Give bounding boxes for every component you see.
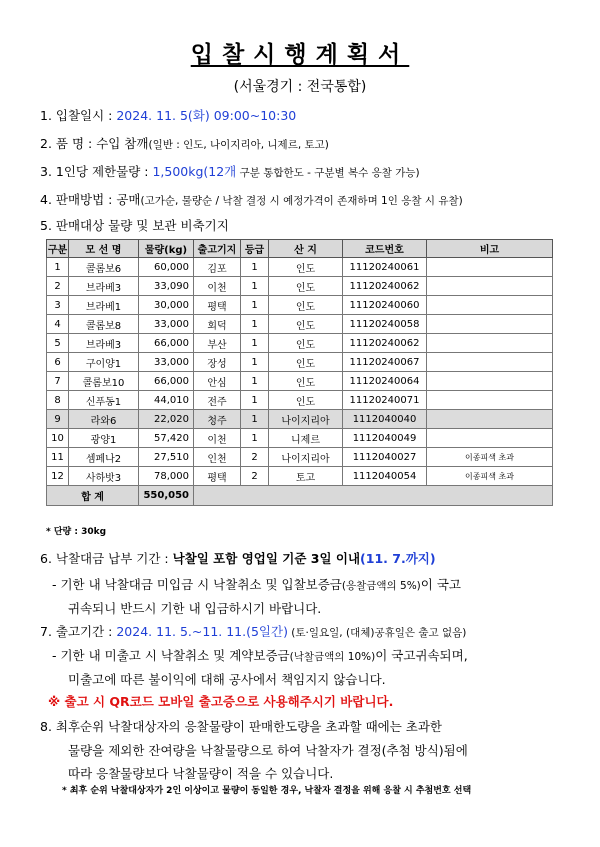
bid-datetime-line: 1. 입찰일시 : 2024. 11. 5(화) 09:00~10:30 bbox=[40, 108, 297, 123]
origin: 인도 bbox=[269, 372, 343, 391]
grade: 1 bbox=[241, 315, 269, 334]
memo bbox=[427, 296, 553, 315]
grade: 1 bbox=[241, 429, 269, 448]
row-no: 10 bbox=[47, 429, 69, 448]
total-quantity: 550,050 bbox=[139, 486, 194, 506]
payment-note-line-1: - 기한 내 낙찰대금 미입금 시 낙찰취소 및 입찰보증금(응찰금액의 5%)이 국고 bbox=[52, 577, 461, 592]
code-number: 1112040027 bbox=[343, 448, 427, 467]
memo bbox=[427, 258, 553, 277]
origin: 인도 bbox=[269, 391, 343, 410]
origin: 인도 bbox=[269, 334, 343, 353]
release-base: 이천 bbox=[194, 429, 241, 448]
release-base: 장성 bbox=[194, 353, 241, 372]
unit-note: * 단량 : 30kg bbox=[46, 527, 107, 537]
row-no: 11 bbox=[47, 448, 69, 467]
header-base: 출고기지 bbox=[194, 240, 241, 258]
quantity: 33,000 bbox=[139, 353, 194, 372]
quantity: 78,000 bbox=[139, 467, 194, 486]
header-quantity: 물량(kg) bbox=[139, 240, 194, 258]
release-base: 인천 bbox=[194, 448, 241, 467]
quantity: 66,000 bbox=[139, 334, 194, 353]
ship-name: 콜롬보6 bbox=[69, 258, 139, 277]
ship-name: 라와6 bbox=[69, 410, 139, 429]
grade: 2 bbox=[241, 448, 269, 467]
row-no: 12 bbox=[47, 467, 69, 486]
ship-name: 브라베3 bbox=[69, 277, 139, 296]
release-base: 부산 bbox=[194, 334, 241, 353]
row-no: 6 bbox=[47, 353, 69, 372]
code-number: 11120240058 bbox=[343, 315, 427, 334]
code-number: 1112040040 bbox=[343, 410, 427, 429]
grade: 1 bbox=[241, 372, 269, 391]
sale-method-line: 4. 판매방법 : 공매(고가순, 물량순 / 낙찰 결정 시 예정가격이 존재하며 1인 응찰 시 유찰) bbox=[40, 192, 463, 207]
quantity: 66,000 bbox=[139, 372, 194, 391]
table-row bbox=[47, 315, 553, 334]
memo bbox=[427, 315, 553, 334]
document-subtitle: (서울경기 : 전국통합) bbox=[233, 79, 367, 95]
limit-quantity-line: 3. 1인당 제한물량 : 1,500kg(12개 구분 통합한도 - 구분별 복수 응찰 가능) bbox=[40, 164, 420, 179]
origin: 인도 bbox=[269, 296, 343, 315]
winner-rule-line-2: 물량을 제외한 잔여량을 낙찰물량으로 하여 낙찰자가 결정(추첨 방식)됨에 bbox=[68, 743, 468, 758]
quantity: 60,000 bbox=[139, 258, 194, 277]
origin: 니제르 bbox=[269, 429, 343, 448]
row-no: 1 bbox=[47, 258, 69, 277]
release-base: 안심 bbox=[194, 372, 241, 391]
sale-target-table bbox=[46, 239, 553, 506]
table-total-row bbox=[47, 486, 553, 506]
quantity: 30,000 bbox=[139, 296, 194, 315]
header-grade: 등급 bbox=[241, 240, 269, 258]
table-row bbox=[47, 277, 553, 296]
table-row bbox=[47, 448, 553, 467]
table-row bbox=[47, 467, 553, 486]
document-title: 입찰시행계획서 bbox=[190, 42, 410, 68]
memo bbox=[427, 372, 553, 391]
ship-name: 브라베1 bbox=[69, 296, 139, 315]
origin: 나이지리아 bbox=[269, 410, 343, 429]
ship-name: 콜롬보8 bbox=[69, 315, 139, 334]
memo bbox=[427, 277, 553, 296]
grade: 1 bbox=[241, 334, 269, 353]
release-base: 회덕 bbox=[194, 315, 241, 334]
origin: 인도 bbox=[269, 258, 343, 277]
grade: 1 bbox=[241, 277, 269, 296]
row-no: 5 bbox=[47, 334, 69, 353]
origin: 나이지리아 bbox=[269, 448, 343, 467]
code-number: 1112040049 bbox=[343, 429, 427, 448]
row-no: 3 bbox=[47, 296, 69, 315]
row-no: 9 bbox=[47, 410, 69, 429]
winner-rule-line-3: 따라 응찰물량보다 낙찰물량이 적을 수 있습니다. bbox=[68, 766, 334, 781]
grade: 1 bbox=[241, 258, 269, 277]
release-base: 김포 bbox=[194, 258, 241, 277]
quantity: 44,010 bbox=[139, 391, 194, 410]
header-origin: 산 지 bbox=[269, 240, 343, 258]
total-empty bbox=[194, 486, 553, 506]
grade: 1 bbox=[241, 296, 269, 315]
grade: 2 bbox=[241, 467, 269, 486]
item-name-line: 2. 품 명 : 수입 참깨(일반 : 인도, 나이지리아, 니제르, 토고) bbox=[40, 136, 329, 151]
table-row bbox=[47, 429, 553, 448]
ship-name: 브라베3 bbox=[69, 334, 139, 353]
origin: 인도 bbox=[269, 277, 343, 296]
release-note-line-2: 미출고에 따른 불이익에 대해 공사에서 책임지지 않습니다. bbox=[68, 672, 386, 687]
grade: 1 bbox=[241, 410, 269, 429]
header-ship: 모 선 명 bbox=[69, 240, 139, 258]
row-no: 7 bbox=[47, 372, 69, 391]
memo bbox=[427, 391, 553, 410]
release-base: 평택 bbox=[194, 296, 241, 315]
release-base: 이천 bbox=[194, 277, 241, 296]
code-number: 11120240067 bbox=[343, 353, 427, 372]
release-note-line-1: - 기한 내 미출고 시 낙찰취소 및 계약보증금(낙찰금액의 10%)이 국고귀속되며, bbox=[52, 648, 468, 663]
table-row bbox=[47, 391, 553, 410]
quantity: 33,090 bbox=[139, 277, 194, 296]
code-number: 11120240062 bbox=[343, 277, 427, 296]
release-period-line: 7. 출고기간 : 2024. 11. 5.~11. 11.(5일간) (토·일요일, (대체)공휴일은 출고 없음) bbox=[40, 624, 467, 639]
row-no: 8 bbox=[47, 391, 69, 410]
code-number: 11120240060 bbox=[343, 296, 427, 315]
grade: 1 bbox=[241, 353, 269, 372]
code-number: 11120240061 bbox=[343, 258, 427, 277]
ship-name: 신푸동1 bbox=[69, 391, 139, 410]
memo bbox=[427, 410, 553, 429]
payment-note-line-2: 귀속되니 반드시 기한 내 입금하시기 바랍니다. bbox=[68, 601, 322, 616]
sale-target-heading: 5. 판매대상 물량 및 보관 비축기지 bbox=[40, 218, 229, 233]
row-no: 4 bbox=[47, 315, 69, 334]
ship-name: 사하밧3 bbox=[69, 467, 139, 486]
qr-notice: ※ 출고 시 QR코드 모바일 출고증으로 사용해주시기 바랍니다. bbox=[48, 694, 394, 709]
origin: 인도 bbox=[269, 315, 343, 334]
table-row bbox=[47, 296, 553, 315]
quantity: 27,510 bbox=[139, 448, 194, 467]
memo: 이종피색 초과 bbox=[427, 467, 553, 486]
row-no: 2 bbox=[47, 277, 69, 296]
table-header-row bbox=[47, 240, 553, 258]
memo: 이종피색 초과 bbox=[427, 448, 553, 467]
memo bbox=[427, 353, 553, 372]
code-number: 11120240071 bbox=[343, 391, 427, 410]
table-row bbox=[47, 353, 553, 372]
ship-name: 광양1 bbox=[69, 429, 139, 448]
code-number: 11120240064 bbox=[343, 372, 427, 391]
winner-rule-line-1: 8. 최후순위 낙찰대상자의 응찰물량이 판매한도량을 초과할 때에는 초과한 bbox=[40, 719, 442, 734]
lottery-footnote: * 최후 순위 낙찰대상자가 2인 이상이고 물량이 동일한 경우, 낙찰자 결정을 위해 응찰 시 추첨번호 선택 bbox=[62, 786, 472, 796]
release-base: 청주 bbox=[194, 410, 241, 429]
grade: 1 bbox=[241, 391, 269, 410]
release-base: 전주 bbox=[194, 391, 241, 410]
quantity: 33,000 bbox=[139, 315, 194, 334]
memo bbox=[427, 429, 553, 448]
total-label: 합 계 bbox=[47, 486, 139, 506]
ship-name: 셈페나2 bbox=[69, 448, 139, 467]
header-memo: 비고 bbox=[427, 240, 553, 258]
release-base: 평택 bbox=[194, 467, 241, 486]
payment-period-line: 6. 낙찰대금 납부 기간 : 낙찰일 포함 영업일 기준 3일 이내(11. 7.까지) bbox=[40, 551, 436, 566]
ship-name: 콜롬보10 bbox=[69, 372, 139, 391]
quantity: 22,020 bbox=[139, 410, 194, 429]
quantity: 57,420 bbox=[139, 429, 194, 448]
table-row bbox=[47, 372, 553, 391]
ship-name: 구이양1 bbox=[69, 353, 139, 372]
header-no: 구분 bbox=[47, 240, 69, 258]
origin: 토고 bbox=[269, 467, 343, 486]
code-number: 11120240062 bbox=[343, 334, 427, 353]
table-row bbox=[47, 410, 553, 429]
code-number: 1112040054 bbox=[343, 467, 427, 486]
header-code: 코드번호 bbox=[343, 240, 427, 258]
table-row bbox=[47, 258, 553, 277]
origin: 인도 bbox=[269, 353, 343, 372]
table-row bbox=[47, 334, 553, 353]
memo bbox=[427, 334, 553, 353]
